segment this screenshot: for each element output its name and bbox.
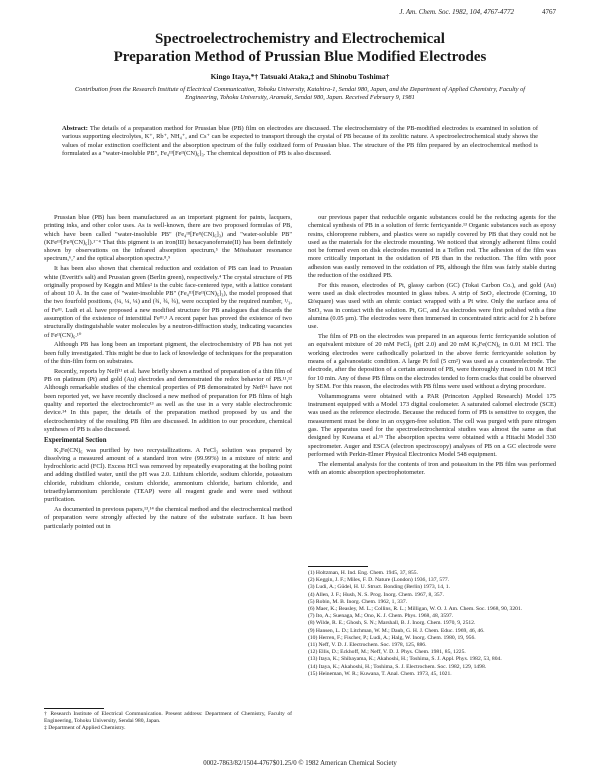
reference-item: (10) Herren, F.; Fischer, P.; Ludi, A.; Halg, W. Inorg. Chem. 1980, 19, 956.	[308, 634, 476, 641]
reference-item: (13) Itaya, K.; Shibayama, K.; Akahoshi, H.; Toshima, S. J. Appl. Phys. 1982, 53, 804.	[308, 656, 502, 663]
reference-item: (7) Ito, A.; Suenaga, M.; Ono, K. J. Chem. Phys. 1968, 48, 3597.	[308, 613, 454, 620]
paragraph: our previous paper that reducible organic substances could be the reducing agents for the chemical synthesis of PB in a solution of ferric ferricyanide.¹³ Organic substances such as epoxy resins, chloroprene rubbers, and plastics were so rapidly covered by PB that they could not be used as the materials for the electrode mounting. We noticed that strongly adherent films could not be formed even on disk electrodes mounted in a Teflon rod. The adhesion of the film was more critically important in the oxidation of PB than in the reduction. The film with poor adhesion was easily removed in the oxidation of PB, although the film was fairly stable during the reduction of the oxidized PB.	[308, 214, 556, 280]
reference-item: (2) Keggin, J. F.; Miles, F. D. Nature (London) 1936, 137, 577.	[308, 577, 450, 584]
footnotes	[44, 708, 292, 732]
left-column	[44, 214, 292, 532]
paragraph: The film of PB on the electrodes was prepared in an aqueous ferric ferricyanide solution of an equivalent mixture of 20 mM FeCl₃ (pH 2.0) and 20 mM K₃Fe(CN)₆ in 0.01 M HCl. The working electrodes were cathodically polarized in the above ferric ferricyanide solution by means of a galvanostatic condition. A large Pt foil (5 cm²) was used as a counterelectrode. The electrode, after the deposition of a certain amount of PB, were thoroughly rinsed in 0.01 M HCl for 10 min. Any of these PB films on the electrodes tended to form cracks that could be observed by SEM. For this reason, the electrodes with PB films were used without a drying procedure.	[308, 333, 556, 390]
article-title	[44, 30, 556, 66]
running-header	[44, 8, 556, 22]
paragraph: The elemental analysis for the contents of iron and potassium in the PB film was performed with an atomic absorption spectrophotometer.	[308, 460, 556, 476]
abstract	[62, 125, 538, 159]
paragraph: Although PB has long been an important pigment, the electrochemistry of PB has not yet been fully investigated. This might be due to lack of knowledge of techniques for the preparation of the thin-film form on substrates.	[44, 341, 292, 366]
footnote: ‡ Department of Applied Chemistry.	[44, 725, 126, 732]
paragraph: K₃Fe(CN)₆ was purified by two recrystallizations. A FeCl₃ solution was prepared by dissolving a measured amount of a standard iron wire (99.99%) in a mixture of nitric and hydrochloric acid (FCl). Excess HCl was removed by repeatedly evaporating at the boiling point and adding distilled water, until the pH was 2.0. Lithium chloride, sodium chloride, potassium chloride, rubidium chloride, cesium chloride, ammonium chloride, barium chloride, and tetraethylammonium perchlorate (TEAP) were all reagent grade and were used without purification.	[44, 446, 292, 504]
abstract-text: The details of a preparation method for Prussian blue (PB) film on electrodes are discussed. The electrochemistry of the PB-modified electrodes is examined in solution of various supporting electrolytes, K⁺, Rb⁺, NH₄⁺, and Cs⁺ can be expected to transport through the crystal of PB because of its zeolitic nature. A spectroelectrochemical study shows the values of molar extinction coefficient and the absorption spectrum of the fully oxidized form of Prussian blue. The structure of the PB film prepared by an electrochemical method is formulated as a "water-insoluble PB", Fe₄ᴵᴵᴵ[Feᴵᴵ(CN)₆]₃. The chemical deposition of PB is also discussed.	[62, 125, 538, 158]
reference-item: (11) Neff, V. D. J. Electrochem. Soc. 1978, 125, 886.	[308, 642, 427, 649]
reference-item: (12) Ellis, D.; Eckhoff, M.; Neff, V. D. J. Phys. Chem. 1981, 85, 1225.	[308, 649, 466, 656]
reference-item: (8) Wilde, R. E.; Ghosh, S. N.; Marshall, B. J. Inorg. Chem. 1970, 9, 2512.	[308, 620, 476, 627]
paragraph: Prussian blue (PB) has been manufactured as an important pigment for paints, lacquers, printing inks, and other color uses. As is well-known, there are two proposed formulas of PB, which have been called "water-insoluble PB" (Fe₄ᴵᴵᴵ[Feᴵᴵ(CN)₆]₃) and "water-soluble PB" (KFeᴵᴵᴵ[Feᴵᴵ(CN)₆]).¹⁻⁴ That this pigment is an iron(III) hexacyanoferrate(II) has been definitely shown by observations on the infrared absorption spectrum,⁵ the Mössbauer resonance spectrum,⁶,⁷ and the optical absorption spectra.⁸,⁹	[44, 214, 292, 263]
paragraph: For this reason, electrodes of Pt, glassy carbon (GC) (Tokai Carbon Co.), and gold (Au) were used as disk electrodes mounted in glass tubes. A strip of SnO₂ electrode (Corning, 10 Ω/square) was used with an ohmic contact wrapped with a Pt wire. Only the surface area of SnO₂ was in contact with the solution. Pt, GC, and Au electrodes were first polished with a fine alumina (0.05 µm). The electrodes were then immersed in concentrated nitric acid for 2 h before use.	[308, 281, 556, 331]
reference-item: (15) Heineman, W. R.; Kuwana, T. Anal. Chem. 1973, 45, 1021.	[308, 670, 452, 677]
footnote: † Research Institute of Electrical Communication. Present address: Department of Chemistry, Faculty of Engineering, Tohoku University, Sendai 980, Japan.	[44, 711, 292, 725]
page-number: 4767	[542, 8, 556, 16]
affiliation: Contribution from the Research Institute of Electrical Communication, Tohoku University, Katahira-1, Sendai 980, Japan, and the Department of Applied Chemistry, Faculty of Engineering, Tohoku University, Aramaki, Sendai 980, Japan. Received February 9, 1981	[74, 86, 526, 102]
author-list: Kingo Itaya,*† Tatsuaki Ataka,‡ and Shinobu Toshima†	[210, 72, 390, 81]
paragraph: It has been also shown that chemical reduction and oxidation of PB can lead to Prussian white (Everitt's salt) and Prussian green (Berlin green), respectively.⁴ The crystal structure of PB originally proposed by Keggin and Miles² is the cubic face-centered type, with a lattice constant of about 10 Å. In the case of "water-insoluble PB" (Fe₄ᴵᴵᴵ[Feᴵᴵ(CN)₆]₃), the model proposed that the two fourfold positions, (¼, ¼, ¼) and (¾, ¾, ¾), were occupied by the required number, ¹/₃, of Feᴵᴵᴵ. Ludi et al. have proposed a new modified structure for PB analogues that discards the assumption of the existence of interstitial Feᴵᴵᴵ.³ A recent paper has proved the existence of two structurally distinguishable water molecules by a neutron-diffraction study, indicating vacancies of Feᴵᴵ(CN)₆.¹⁰	[44, 265, 292, 339]
abstract-lead: Abstract:	[62, 125, 88, 132]
paragraph: As documented in previous papers,¹³,¹⁴ the chemical method and the electrochemical method of preparation were strongly affected by the nature of the substrate surface. It has been particularly pointed out in	[44, 506, 292, 530]
title-line-1: Spectroelectrochemistry and Electrochemical	[155, 31, 445, 47]
reference-item: (1) Holtzman, H. Ind. Eng. Chem. 1945, 37, 855.	[308, 570, 418, 576]
title-line-2: Preparation Method of Prussian Blue Modified Electrodes	[113, 49, 487, 65]
right-column	[308, 214, 556, 479]
copyright-footer: 0002-7863/82/1504-4767$01.25/0 © 1982 American Chemical Society	[203, 760, 397, 767]
footnote-rule	[44, 708, 104, 709]
reference-item: (5) Robin, M. B. Inorg. Chem. 1962, 1, 337.	[308, 598, 408, 605]
reference-item: (9) Hansen, L. D.; Litchman, W. M.; Daub, G. H. J. Chem. Educ. 1969, 46, 46.	[308, 627, 485, 634]
reference-list	[308, 566, 556, 678]
reference-item: (4) Allen, J. F.; Hush, N. S. Prog. Inorg. Chem. 1967, 8, 357.	[308, 591, 444, 598]
paragraph: Voltammograms were obtained with a PAR (Princeton Applied Research) Model 175 instrument equipped with a Model 173 digital coulometer. A saturated calomel electrode (SCE) was used as the reference electrode. Because the reduced form of PB is sensitive to oxygen, the measurement must be done in an oxygen-free solution. The cell was purged with pure nitrogen gas. The apparatus used for the spectroelectrochemical studies was almost the same as that designed by Kuwana et al.¹⁵ The absorption spectra were obtained with a Hitachi Model 330 spectrometer. Auger and ESCA (electron spectroscopy) analyses of PB on a GC electrode were performed with Perkin-Elmer Physical Electronics Model 548 equipment.	[308, 392, 556, 458]
journal-citation: J. Am. Chem. Soc. 1982, 104, 4767-4772	[399, 8, 514, 16]
paragraph: Recently, reports by Neff¹¹ et al. have briefly shown a method of preparation of a thin film of PB on platinum (Pt) and gold (Au) electrodes and demonstrated the redox behavior of PB.¹¹,¹² Although remarkable studies of the chemical properties of PB demonstrated by Neff¹¹ have not been reported yet, we have recently disclosed a new method of preparation for PB films of high quality and reported the electrochromic¹³ as well as the use in a very stable electrochromic device.¹⁴ In this paper, the details of the preparation method proposed by us and the electrochemistry of the resulting PB film are discussed. In addition to our procedure, chemical syntheses of PB is also discussed.	[44, 367, 292, 433]
section-heading: Experimental Section	[44, 437, 107, 445]
reference-item: (3) Ludi, A.; Güdel, H. U. Struct. Bonding (Berlin) 1973, 14, 1.	[308, 584, 451, 591]
reference-item: (14) Itaya, K.; Akahoshi, H.; Toshima, S. J. Electrochem. Soc. 1982, 129, 1498.	[308, 663, 487, 670]
reference-rule	[308, 566, 368, 567]
reference-item: (6) Maer, K.; Beasley, M. L.; Collins, R. L.; Milligan, W. O. J. Am. Chem. Soc. 1968, 90, 3201.	[308, 606, 523, 613]
